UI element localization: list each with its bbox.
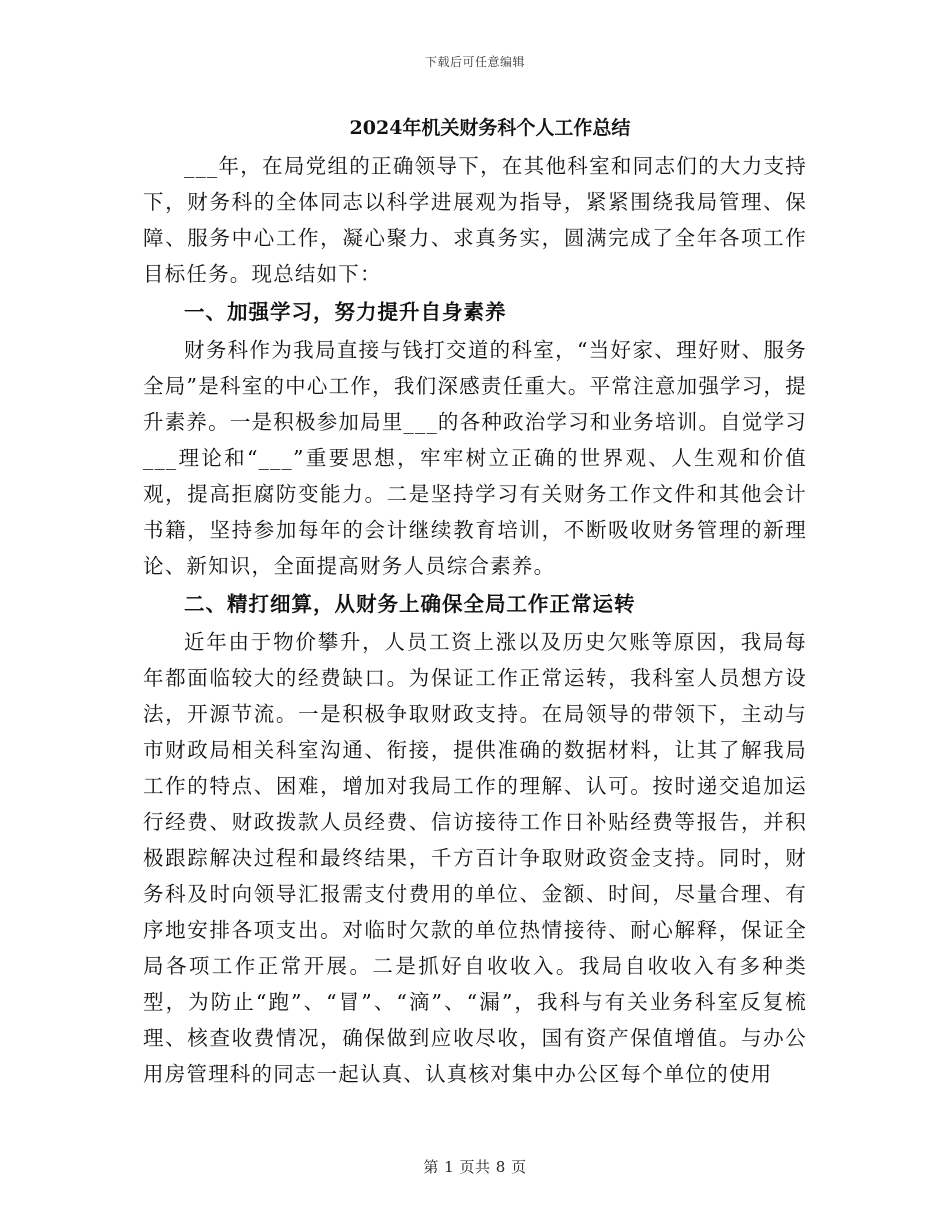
section-1-heading: 一、加强学习，努力提升自身素养 [184,300,507,324]
intro-paragraph: ___年，在局党组的正确领导下，在其他科室和同志们的大力支持下，财务科的全体同志以科学进展观为指导，紧紧围绕我局管理、保障、服务中心工作，凝心聚力、求真务实，圆满完成了全年各项工作目标任务。现总结如下： [143,154,807,286]
document-title: 2024年机关财务科个人工作总结 [349,117,631,139]
section-1-paragraph: 财务科作为我局直接与钱打交道的科室，“当好家、理好财、服务全局”是科室的中心工作，我们深感责任重大。平常注意加强学习，提升素养。一是积极参加局里___的各种政治学习和业务培训。自觉学习___理论和“___”重要思想，牢牢树立正确的世界观、人生观和价值观，提高拒腐防变能力。二是坚持学习有关财务工作文件和其他会计书籍，坚持参加每年的会计继续教育培训，不断吸收财务管理的新理论、新知识，全面提高财务人员综合素养。 [143,338,807,578]
section-2-heading: 二、精打细算，从财务上确保全局工作正常运转 [184,592,636,616]
section-2-paragraph: 近年由于物价攀升，人员工资上涨以及历史欠账等原因，我局每年都面临较大的经费缺口。为保证工作正常运转，我科室人员想方设法，开源节流。一是积极争取财政支持。在局领导的带领下，主动与市财政局相关科室沟通、衔接，提供准确的数据材料，让其了解我局工作的特点、困难，增加对我局工作的理解、认可。按时递交追加运行经费、财政拨款人员经费、信访接待工作日补贴经费等报告，并积极跟踪解决过程和最终结果，千方百计争取财政资金支持。同时，财务科及时向领导汇报需支付费用的单位、金额、时间，尽量合理、有序地安排各项支出。对临时欠款的单位热情接待、耐心解释，保证全局各项工作正常开展。二是抓好自收收入。我局自收收入有多种类型，为防止“跑”、“冒”、“滴”、“漏”，我科与有关业务科室反复梳理、核查收费情况，确保做到应收尽收，国有资产保值增值。与办公用房管理科的同志一起认真、认真核对集中办公区每个单位的使用 [143,630,807,1086]
header-note: 下载后可任意编辑 [424,55,525,69]
document-content [143,110,807,1092]
page-footer: 第 1 页共 8 页 [423,1158,527,1176]
